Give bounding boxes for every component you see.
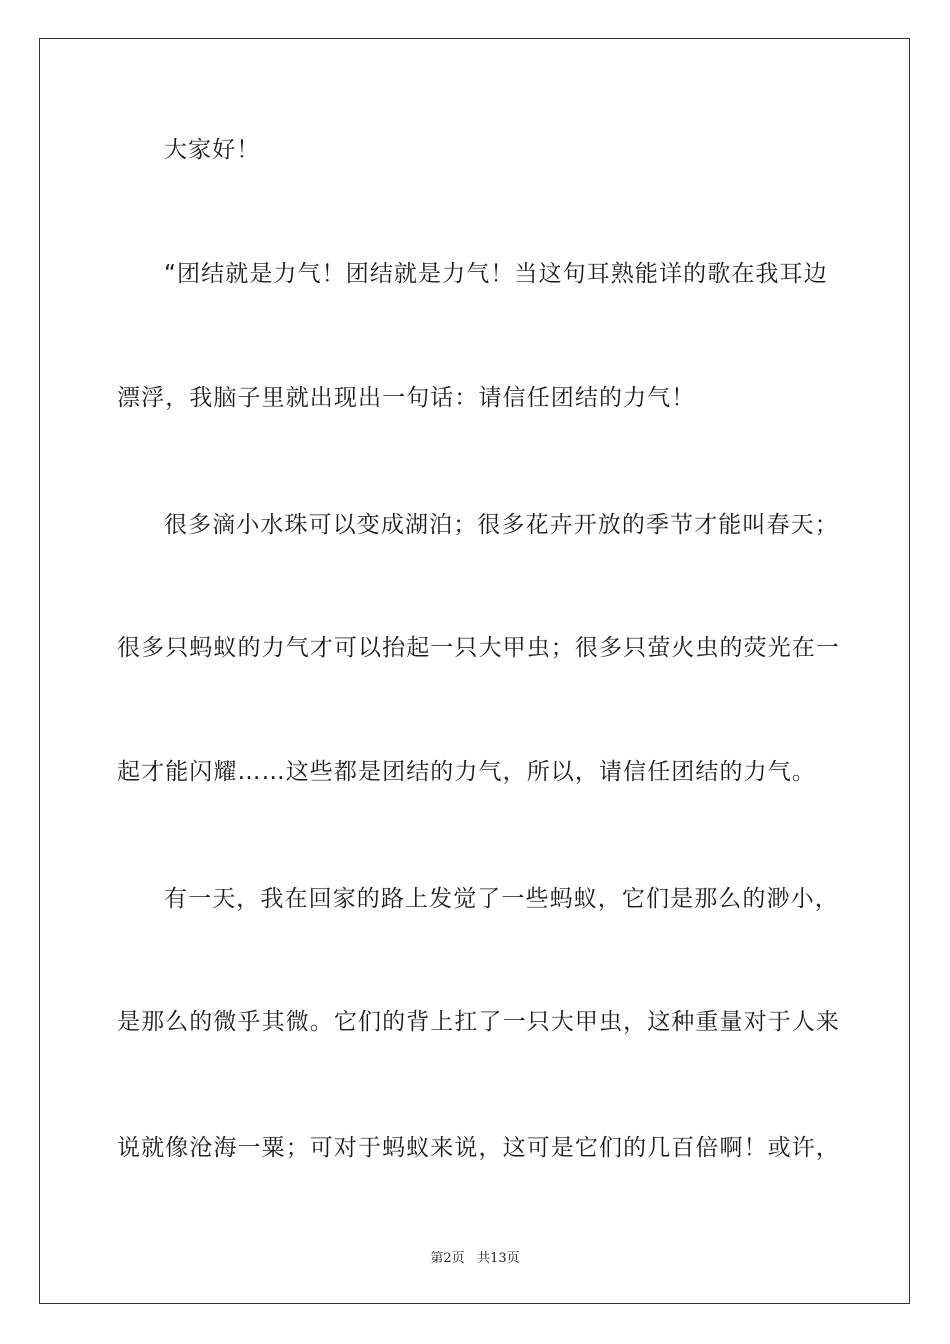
page-border [39,38,910,1304]
text-line: 很多滴小水珠可以变成湖泊；很多花卉开放的季节才能叫春天； [164,512,839,538]
text-line-greeting: 大家好！ [164,137,261,163]
text-line: 漂浮，我脑子里就出现出一句话：请信任团结的力气！ [117,385,696,411]
text-line: 是那么的微乎其微。它们的背上扛了一只大甲虫，这种重量对于人来 [117,1009,840,1035]
page-footer [0,1247,950,1266]
page-total: 共13页 [477,1251,520,1266]
text-line: 说就像沧海一粟；可对于蚂蚁来说，这可是它们的几百倍啊！或许， [117,1135,840,1161]
page-number: 第2页 [430,1251,465,1266]
text-line: 起才能闪耀……这些都是团结的力气，所以，请信任团结的力气。 [117,759,816,785]
text-line: 很多只蚂蚁的力气才可以抬起一只大甲虫；很多只萤火虫的荧光在一 [117,635,840,661]
text-line: “团结就是力气！团结就是力气！当这句耳熟能详的歌在我耳边 [164,261,828,287]
text-line: 有一天，我在回家的路上发觉了一些蚂蚁，它们是那么的渺小， [164,886,839,912]
